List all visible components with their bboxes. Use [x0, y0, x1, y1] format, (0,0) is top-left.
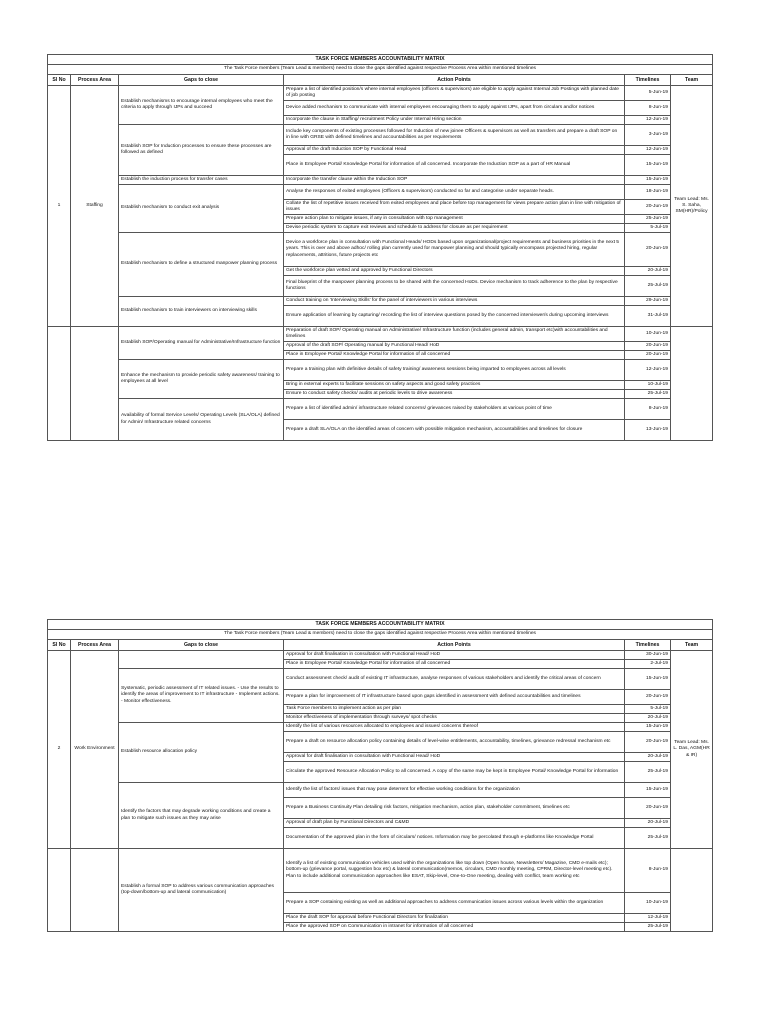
matrix-subtitle: The Task Force members (Team Lead & members) need to close the gaps identified against respective Process Area within mentioned timelines	[48, 630, 713, 640]
timeline-cell: 25-Jul-19	[625, 762, 671, 783]
action-point-cell: Place the approved SOP on Communication in intranet for information of all concerned	[284, 923, 625, 932]
sl-no-cell	[48, 849, 71, 932]
action-point-cell: Prepare a Business Continuity Plan detailing risk factors, mitigation mechanism, action plan, stakeholder commitment, timelines etc	[284, 798, 625, 819]
gap-cell: Establish mechanism to conduct exit analysis	[119, 185, 284, 233]
timeline-cell: 15-Jun-19	[625, 723, 671, 732]
action-point-cell: Device added mechanism to communicate with internal employees encouraging them to apply against IJPs, apart from circulars and/or notices	[284, 101, 625, 116]
table-row	[48, 86, 713, 101]
timeline-cell: 15-Jun-19	[625, 176, 671, 185]
header-timelines: Timelines	[625, 640, 671, 651]
team-cell	[671, 849, 713, 932]
timeline-cell: 20-Jun-19	[625, 351, 671, 360]
timeline-cell: 25-Jun-19	[625, 215, 671, 224]
accountability-matrix-table-2	[47, 619, 713, 932]
timeline-cell: 8-Jun-19	[625, 101, 671, 116]
table-row	[48, 723, 713, 732]
gap-cell	[119, 651, 284, 669]
timeline-cell: 12-Jun-19	[625, 146, 671, 155]
timeline-cell: 20-Jul-19	[625, 753, 671, 762]
timeline-cell: 25-Jul-19	[625, 923, 671, 932]
table-row	[48, 327, 713, 342]
header-sl-no: Sl No	[48, 75, 71, 86]
process-area-cell: Staffing	[71, 86, 119, 327]
action-point-cell: Analyse the responses of exited employees (Officers & supervisors) conducted so far and categorise under separate heads.	[284, 185, 625, 200]
header-timelines: Timelines	[625, 75, 671, 86]
gap-cell: Establish mechanism to define a structured manpower planning process	[119, 233, 284, 297]
gap-cell: Establish mechanism to train interviewers on interviewing skills	[119, 297, 284, 327]
timeline-cell: 20-Jul-19	[625, 819, 671, 828]
timeline-cell: 25-Jul-19	[625, 276, 671, 297]
timeline-cell: 15-Jun-19	[625, 669, 671, 690]
action-point-cell: Get the workforce plan vetted and approved by Functional Directors	[284, 267, 625, 276]
action-point-cell: Incorporate the transfer clause within the Induction SOP	[284, 176, 625, 185]
timeline-cell: 20-Jun-19	[625, 732, 671, 753]
table-row	[48, 849, 713, 893]
action-point-cell: Prepare action plan to mitigate issues, if any in consultation with top management	[284, 215, 625, 224]
timeline-cell: 20-Jul-19	[625, 267, 671, 276]
action-point-cell: Documentation of the approved plan in the form of circulars/ notices. Information may be percolated through e-platforms like Knowledge Portal	[284, 828, 625, 849]
timeline-cell: 12-Jul-19	[625, 914, 671, 923]
action-point-cell: Conduct training on 'Interviewing Skills' for the panel of interviewers in various interviews	[284, 297, 625, 306]
timeline-cell: 31-Jul-19	[625, 306, 671, 327]
timeline-cell: 3-Jun-19	[625, 125, 671, 146]
gap-cell: Availability of formal Service Levels/ Operating Levels (SLA/OLA) defined for Admin/ Infrastructure related concerns	[119, 399, 284, 441]
action-point-cell: Place the draft SOP for approval before Functional Directors for finalization	[284, 914, 625, 923]
action-point-cell: Identify the list of various resources allocated to employees and issues/ concerns thereof	[284, 723, 625, 732]
timeline-cell: 10-Jun-19	[625, 893, 671, 914]
action-point-cell: Identify a list of existing communication vehicles used within the organizations like top down (Open house, Newsletters/ Magazine, CMD e-mails etc); bottom-up (grievance portal, suggestion box etc) & lateral communication(memos, circulars, CMD monthly meeting, CPRM, Director-level meeting etc). Plan to include additional communication approaches like ESAT, Skip-level, One-to-One meeting, dealing with conflict, team working etc	[284, 849, 625, 893]
action-point-cell: Prepare a SOP containing existing as well as additional approaches to address communication issues across various levels within the organization	[284, 893, 625, 914]
process-area-cell	[71, 327, 119, 441]
process-area-cell	[71, 849, 119, 932]
table-row	[48, 360, 713, 381]
team-cell: Team Lead: Ms. L. Das, AGM(HR & IR)	[671, 651, 713, 849]
action-point-cell: Place in Employee Portal/ Knowledge Portal for information of all concerned	[284, 351, 625, 360]
header-sl-no: Sl No	[48, 640, 71, 651]
action-point-cell: Device a workforce plan in consultation with Functional Heads/ HODs based upon organizational/project requirements and business priorities in the next 5 years. This is over and above adhoc/ rolling plan currently used for manpower planning and should typically encompass projected hiring, regular replacements, attritions, future projects etc	[284, 233, 625, 267]
gap-cell: Establish SOP for Induction processes to ensure these processes are followed as defined	[119, 125, 284, 176]
timeline-cell: 25-Jul-19	[625, 828, 671, 849]
table-row	[48, 185, 713, 200]
action-point-cell: Approval for draft finalisation in consultation with Functional Head/ HoD	[284, 753, 625, 762]
action-point-cell: Prepare a training plan with definitive details of safety training/ awareness sessions being imparted to employees across all levels	[284, 360, 625, 381]
matrix-page-1	[47, 54, 712, 441]
timeline-cell: 15-Jun-19	[625, 783, 671, 798]
action-point-cell: Prepare a list of identified position/s where internal employees (officers & supervisors) are eligible to apply against Internal Job Postings with planned date of job posting	[284, 86, 625, 101]
timeline-cell: 10-Jul-19	[625, 381, 671, 390]
timeline-cell: 15-Jun-19	[625, 155, 671, 176]
table-row	[48, 297, 713, 306]
timeline-cell: 10-Jun-19	[625, 327, 671, 342]
action-point-cell: Final blueprint of the manpower planning process to be shared with the concerned HoDs. Device mechanism to track adherence to the plan by respective functions	[284, 276, 625, 297]
matrix-page-2	[47, 619, 712, 932]
accountability-matrix-table-1	[47, 54, 713, 441]
header-row	[48, 640, 713, 651]
matrix-subtitle: The Task Force members (Team Lead & members) need to close the gaps identified against respective Process Area within mentioned timelines	[48, 65, 713, 75]
timeline-cell: 30-Jun-19	[625, 651, 671, 660]
timeline-cell: 5-Jun-19	[625, 86, 671, 101]
action-point-cell: Prepare a plan for improvement of IT infrastructure based upon gaps identified in assessment with defined accountabilities and timelines	[284, 690, 625, 705]
action-point-cell: Circulate the approved Resource Allocation Policy to all concerned. A copy of the same may be kept in Employee Portal/ Knowledge Portal for information	[284, 762, 625, 783]
timeline-cell: 12-Jun-19	[625, 360, 671, 381]
timeline-cell: 5-Jul-19	[625, 705, 671, 714]
header-row	[48, 75, 713, 86]
timeline-cell: 20-Jun-19	[625, 798, 671, 819]
action-point-cell: Prepare a draft on resource allocation policy containing details of level-wise entitlements, accountability, timelines, grievance redressal mechanism etc	[284, 732, 625, 753]
action-point-cell: Conduct assessment check/ audit of existing IT infrastructure, analyse responses of various stakeholders and identify the critical areas of concern	[284, 669, 625, 690]
timeline-cell: 20-Jun-19	[625, 690, 671, 705]
team-cell	[671, 327, 713, 441]
table-row	[48, 233, 713, 267]
header-gaps: Gaps to close	[119, 75, 284, 86]
table-row	[48, 651, 713, 660]
timeline-cell: 20-Jul-19	[625, 714, 671, 723]
action-point-cell: Approval of the draft Induction SOP by Functional Head	[284, 146, 625, 155]
header-process-area: Process Area	[71, 640, 119, 651]
action-point-cell: Place in Employee Portal/ Knowledge Portal for information of all concerned	[284, 660, 625, 669]
table-row	[48, 399, 713, 420]
header-action-points: Action Points	[284, 75, 625, 86]
action-point-cell: Approval of draft plan by Functional Directors and C&MD	[284, 819, 625, 828]
timeline-cell: 5-Jul-19	[625, 224, 671, 233]
sl-no-cell: 1	[48, 86, 71, 327]
matrix-title: TASK FORCE MEMBERS ACCOUNTABILITY MATRIX	[48, 620, 713, 630]
timeline-cell: 20-Jun-19	[625, 233, 671, 267]
timeline-cell: 13-Jun-19	[625, 420, 671, 441]
matrix-title: TASK FORCE MEMBERS ACCOUNTABILITY MATRIX	[48, 55, 713, 65]
table-row	[48, 176, 713, 185]
timeline-cell: 8-Jun-19	[625, 399, 671, 420]
gap-cell: Establish a formal SOP to address various communication approaches (top-down/bottom-up and lateral communication)	[119, 849, 284, 932]
action-point-cell: Preparation of draft SOP/ Operating manual on Administrative/ Infrastructure function (includes general admin, transport etc)with accountabilities and timelines	[284, 327, 625, 342]
table-row	[48, 783, 713, 798]
team-cell: Team Lead: Ms. S. Saha, SM(HR)/Policy	[671, 86, 713, 327]
action-point-cell: Monitor effectiveness of implementation through surveys/ spot checks	[284, 714, 625, 723]
gap-cell: Enhance the mechanism to provide periodic safety awareness/ training to employees at all level	[119, 360, 284, 399]
action-point-cell: Collate the list of repetitive issues received from exited employees and place before top management for views prepare action plan in line with mitigation of issues	[284, 200, 625, 215]
gap-cell: Establish mechanisms to encourage internal employees who meet the criteria to apply through IJPs and succeed	[119, 86, 284, 125]
gap-cell: Establish the induction process for transfer cases	[119, 176, 284, 185]
header-action-points: Action Points	[284, 640, 625, 651]
action-point-cell: Ensure to conduct safety checks/ audits at periodic levels to drive awareness	[284, 390, 625, 399]
action-point-cell: Ensure application of learning by capturing/ recording the list of interview questions posed by the concerned interviewer/s during upcoming interviews	[284, 306, 625, 327]
timeline-cell: 18-Jun-19	[625, 185, 671, 200]
timeline-cell: 12-Jun-19	[625, 116, 671, 125]
timeline-cell: 29-Jun-19	[625, 297, 671, 306]
sl-no-cell	[48, 327, 71, 441]
action-point-cell: Include key components of existing processes followed for Induction of new joinee Officers & supervisors as well as transfers and prepare a draft SOP on in line with GRSE with defined timelines and accountabilities as per requirements	[284, 125, 625, 146]
timeline-cell: 2-Jul-19	[625, 660, 671, 669]
header-team: Team	[671, 640, 713, 651]
table-row	[48, 669, 713, 690]
header-process-area: Process Area	[71, 75, 119, 86]
action-point-cell: Task Force members to implement action as per plan	[284, 705, 625, 714]
header-team: Team	[671, 75, 713, 86]
gap-cell: Establish resource allocation policy	[119, 723, 284, 783]
timeline-cell: 8-Jun-19	[625, 849, 671, 893]
action-point-cell: Incorporate the clause in Staffing/ recruitment Policy under Internal Hiring section	[284, 116, 625, 125]
process-area-cell: Work Environment	[71, 651, 119, 849]
table-row	[48, 125, 713, 146]
gap-cell: Establish SOP/Operating manual for Administrative/Infrastructure function	[119, 327, 284, 360]
timeline-cell: 20-Jun-19	[625, 200, 671, 215]
gap-cell: Systematic, periodic assessment of IT related issues. - Use the results to identify the areas of improvement to IT infrastructure - Implement actions. - Monitor effectiveness.	[119, 669, 284, 723]
action-point-cell: Identify the list of factors/ issues that may pose deterrent for effective working conditions for the organization	[284, 783, 625, 798]
action-point-cell: Place in Employee Portal/ Knowledge Portal for information of all concerned. Incorporate the Induction SOP as a part of HR Manual	[284, 155, 625, 176]
action-point-cell: Bring in external experts to facilitate sessions on safety aspects and good safety practices	[284, 381, 625, 390]
gap-cell: Identify the factors that may degrade working conditions and create a plan to mitigate such issues as they may arise	[119, 783, 284, 849]
timeline-cell: 25-Jul-19	[625, 390, 671, 399]
sl-no-cell: 2	[48, 651, 71, 849]
timeline-cell: 20-Jun-19	[625, 342, 671, 351]
action-point-cell: Approval of the draft SOP/ Operating manual by Functional Head/ HoD	[284, 342, 625, 351]
action-point-cell: Approval for draft finalisation in consultation with Functional Head/ HoD	[284, 651, 625, 660]
action-point-cell: Devise periodic system to capture exit reviews and schedule to address for closure as per requirement	[284, 224, 625, 233]
header-gaps: Gaps to close	[119, 640, 284, 651]
action-point-cell: Prepare a list of identified admin/ infrastructure related concerns/ grievances raised by stakeholders at various point of time	[284, 399, 625, 420]
action-point-cell: Prepare a draft SLA/OLA on the identified areas of concern with possible mitigation mechanism, accountabilities and timelines for closure	[284, 420, 625, 441]
